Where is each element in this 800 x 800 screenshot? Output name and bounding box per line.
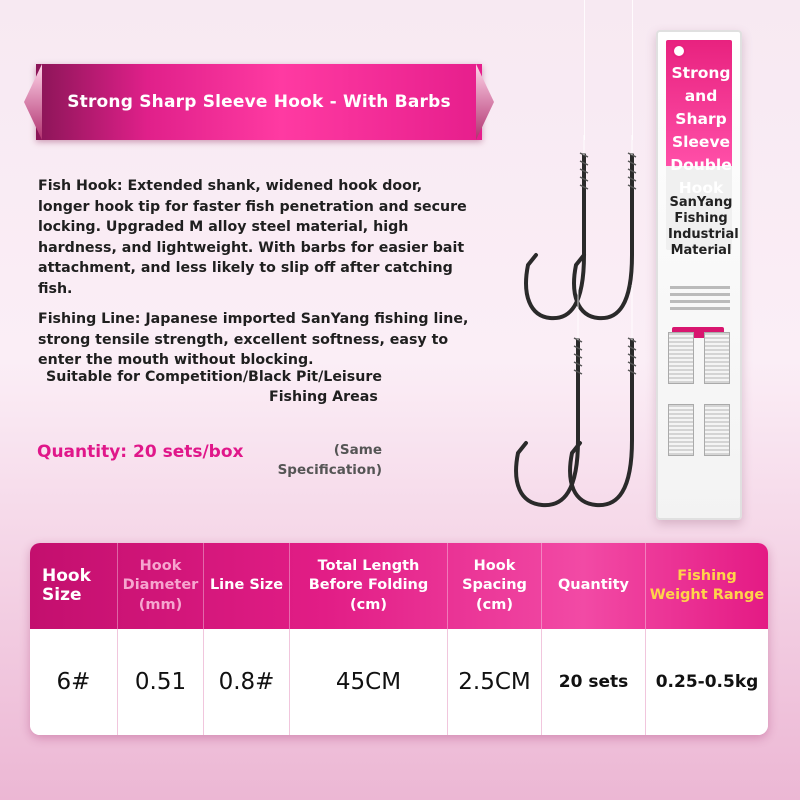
box-label-dark — [668, 195, 739, 259]
header-line-size: Line Size — [204, 543, 290, 629]
fishing-line-strand — [584, 0, 585, 140]
spec-note: (Same Specification) — [277, 442, 382, 478]
box-label-line: SanYang — [669, 195, 733, 210]
fish-hook-description: Fish Hook: Extended shank, widened hook door, longer hook tip for faster fish penetration and secure locking. Upgraded M alloy steel material, high hardness, and lightweight. With barbs for easier bait attachment, and less likely to slip off after catching fish. — [38, 178, 467, 297]
header-weight-range: Fishing Weight Range — [649, 567, 765, 603]
hook-image — [480, 135, 660, 525]
spec-table-row — [30, 629, 768, 735]
box-label-line: and — [684, 87, 718, 105]
box-label — [668, 62, 734, 200]
header-quantity: Quantity — [542, 543, 646, 629]
cell-weight-range: 0.25-0.5kg — [655, 672, 759, 692]
fishing-line-description: Fishing Line: Japanese imported SanYang fishing line, strong tensile strength, excellent softness, easy to enter the mouth without blocking. — [38, 311, 469, 368]
cell-hook-size: 6# — [30, 629, 118, 735]
cell-hook-diameter: 0.51 — [118, 629, 204, 735]
hook-coil — [704, 332, 730, 384]
suitable-text-2: Fishing Areas — [269, 389, 378, 405]
header-hook-diameter: Hook Diameter (mm) — [118, 543, 204, 629]
box-label-line: Fishing — [674, 211, 728, 226]
hook-coil — [668, 404, 694, 456]
cell-quantity: 20 sets — [542, 629, 646, 735]
hook-coil — [668, 332, 694, 384]
quantity-text: Quantity: 20 sets/box — [37, 442, 244, 462]
box-label-line: Industrial — [668, 227, 739, 242]
spec-table — [30, 543, 768, 735]
box-label-line: Hook — [678, 179, 724, 197]
box-label-line: Material — [670, 243, 732, 258]
product-box — [656, 30, 742, 520]
suitable-text: Suitable for Competition/Black Pit/Leisure — [46, 369, 382, 385]
box-label-line: Sleeve — [671, 133, 731, 151]
cell-total-length: 45CM — [290, 629, 448, 735]
box-label-line: Double — [670, 156, 732, 174]
brand-logo-icon — [672, 44, 686, 58]
title-banner — [36, 64, 482, 140]
box-label-line: Strong — [671, 64, 731, 82]
banner-title: Strong Sharp Sleeve Hook - With Barbs — [67, 92, 451, 112]
cell-line-size: 0.8# — [204, 629, 290, 735]
fishing-line-strand — [632, 0, 633, 140]
box-info-text — [670, 282, 730, 320]
header-total-length: Total Length Before Folding (cm) — [290, 543, 448, 629]
header-hook-spacing: Hook Spacing (cm) — [448, 543, 542, 629]
header-hook-size: Hook Size — [30, 543, 118, 629]
cell-hook-spacing: 2.5CM — [448, 629, 542, 735]
box-label-line: Sharp — [675, 110, 727, 128]
spec-table-header — [30, 543, 768, 629]
hook-coil — [704, 404, 730, 456]
